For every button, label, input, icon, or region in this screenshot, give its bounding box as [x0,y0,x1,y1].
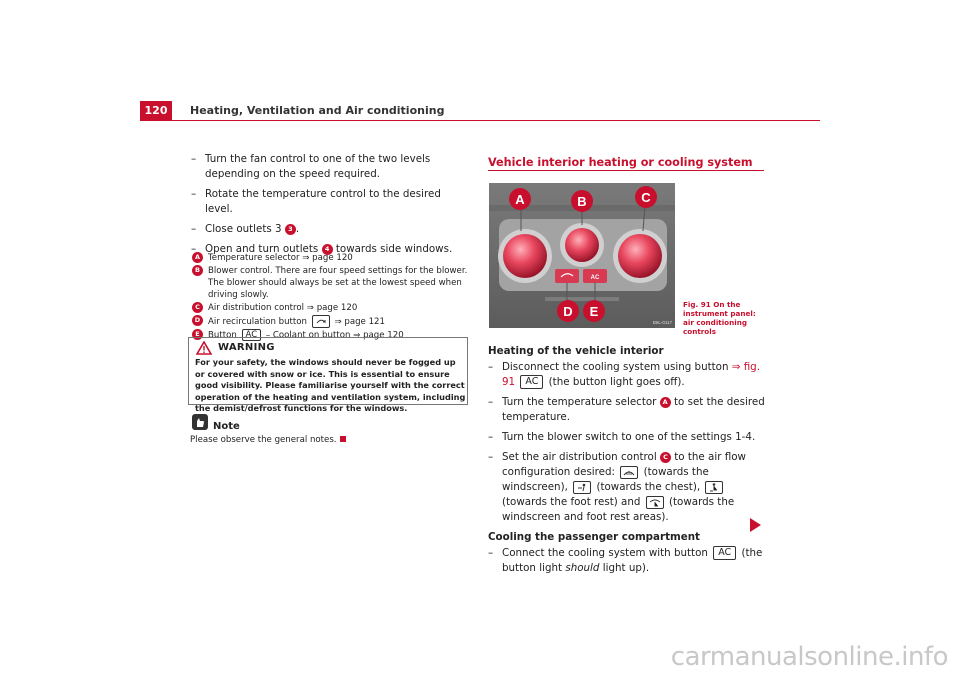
left-steps [191,152,469,257]
ac-key: AC [713,546,736,560]
h4-text: Set the air distribution control [502,451,657,463]
right-body [488,344,768,576]
watermark: carmanualsonline.info [670,642,948,672]
note-icon [192,414,208,430]
warning-title: WARNING [218,342,275,353]
next-page-arrow-icon[interactable] [750,518,761,532]
step3-text: Close outlets 3 [205,223,282,235]
svg-text:B: B [577,194,587,209]
svg-text:C: C [641,190,651,205]
c1-post: light up). [602,562,650,574]
section-rule [488,170,764,171]
h4-mid: to the air flow configuration desired: [502,451,746,478]
step-close-outlets [191,222,469,237]
step4-text: Open and turn outlets [205,243,319,255]
footwell-icon [705,481,723,494]
svg-text:AC: AC [590,275,600,281]
legend-text: Air distribution control ⇒ page 120 [208,303,358,313]
c1-post-pre: (the button light [502,547,763,574]
svg-text:D: D [563,304,573,319]
chest-vent-icon [573,481,591,494]
step-fan [191,152,469,182]
heating-heading: Heating of the vehicle interior [488,345,664,357]
badge-c: C [660,452,671,463]
figure-air-conditioning-controls [489,183,675,328]
svg-text:B6L-0117: B6L-0117 [652,320,672,325]
c1-text: Connect the cooling system with button [502,547,708,559]
section-title: Vehicle interior heating or cooling system [488,156,753,169]
legend-text-pre: Air recirculation button [208,317,307,327]
h4-d: (towards the windscreen and foot rest areas). [502,496,735,523]
controls-illustration [489,183,675,328]
cooling-heading: Cooling the passenger compartment [488,531,700,543]
page-title: Heating, Ventilation and Air conditioning [190,104,445,117]
badge-d: D [192,315,203,326]
legend [192,252,470,342]
step4-post: towards side windows. [335,243,453,255]
badge-3: 3 [285,224,296,235]
temperature-knob [503,234,547,278]
fig-link[interactable]: ⇒ fig. 91 [502,361,760,388]
legend-text: Blower control. There are four speed settings for the blower. The blower should always be set at the lowest speed when driving slowly. [208,266,468,300]
step3-post: . [295,223,300,235]
legend-item [192,265,470,301]
ac-key: AC [520,375,543,389]
badge-e: E [192,329,203,340]
h4-c: (towards the foot rest) and [502,496,641,508]
legend-text-post: ⇒ page 121 [334,317,385,327]
end-marker [340,436,346,442]
h4-a: (towards the windscreen), [502,466,709,493]
badge-4: 4 [322,244,333,255]
badge-b: B [192,265,203,276]
badge-a: A [660,397,671,408]
badge-a: A [192,252,203,263]
warning-text: For your safety, the windows should never be fogged up or covered with snow or ice. This is essential to ensure good visibility. Please familiarise yourself with the correct operation of the heating and ventilation system, including the demist/defrost functions for the windows. [195,357,466,413]
blower-knob [565,228,599,262]
legend-item [192,252,470,264]
h2-text: Turn the temperature selector [502,396,657,408]
legend-item [192,302,470,314]
c1-emphasis: should [565,562,600,574]
h2-post: to set the desired temperature. [502,396,765,423]
svg-text:E: E [589,304,599,319]
windscreen-footwell-icon [646,496,664,509]
distribution-knob [618,234,662,278]
legend-text: Temperature selector ⇒ page 120 [208,253,353,263]
h4-b: (towards the chest), [596,481,701,493]
note-text [190,435,346,445]
badge-c: C [192,302,203,313]
h1-post: (the button light goes off). [548,376,685,388]
h3-text: Turn the blower switch to one of the settings 1-4. [502,431,756,443]
header-rule [172,120,820,121]
legend-item [192,315,470,328]
note-title: Note [213,421,240,432]
heating-step-2 [488,395,768,425]
ac-key: AC [242,329,262,341]
step-fan-text: Turn the fan control to one of the two levels depending on the speed required. [205,153,431,180]
legend-text [208,315,385,328]
step-temp-text: Rotate the temperature control to the desired level. [205,188,441,215]
h1-text: Disconnect the cooling system using button [502,361,729,373]
step-temp [191,187,469,217]
legend-text-pre: Button [208,330,237,341]
svg-text:A: A [515,192,525,207]
recirculation-button [555,269,579,283]
windscreen-icon [620,466,638,479]
note-body-text: Please observe the general notes. [190,435,337,445]
cooling-step-1 [488,546,768,576]
heating-step-3 [488,430,768,445]
figure-caption: Fig. 91 On the instrument panel: air conditioning controls [683,300,756,336]
recirculation-icon [312,315,330,328]
page-number: 120 [140,101,172,121]
heating-step-4 [488,450,768,525]
heating-step-1 [488,360,768,390]
legend-text-post: – Coolant on button ⇒ page 120 [265,330,404,341]
